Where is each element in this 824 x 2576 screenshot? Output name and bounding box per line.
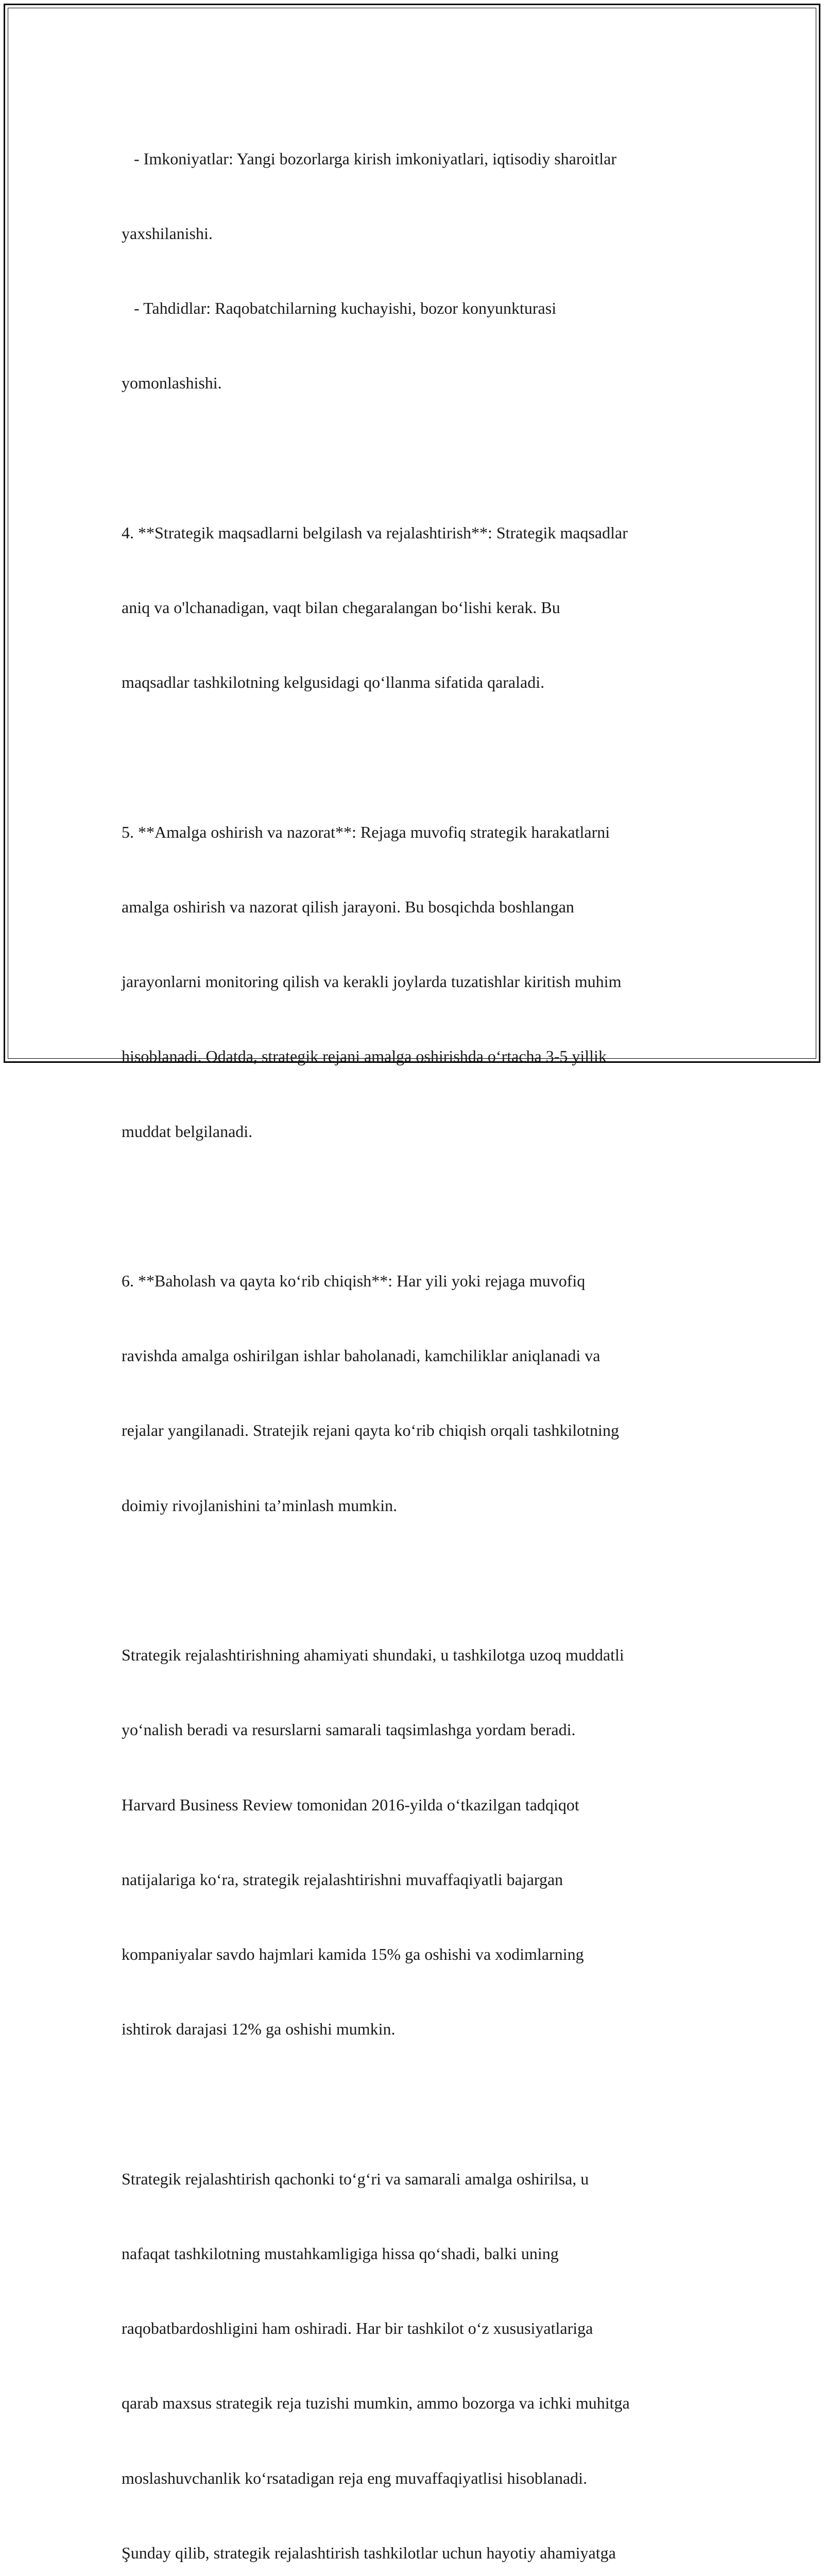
text-line: yaxshilanishi. (122, 224, 213, 243)
text-line: aniq va o'lchanadigan, vaqt bilan chegaralangan boʻlishi kerak. Bu (122, 598, 560, 617)
text-line: ravishda amalga oshirilgan ishlar baholanadi, kamchiliklar aniqlanadi va (122, 1346, 600, 1365)
text-line: nafaqat tashkilotning mustahkamligiga hissa qoʻshadi, balki uning (122, 2244, 559, 2263)
document-body (122, 96, 714, 2576)
text-line: - Tahdidlar: Raqobatchilarning kuchayishi, bozor konyunkturasi (122, 299, 557, 318)
text-line: kompaniyalar savdo hajmlari kamida 15% ga oshishi va xodimlarning (122, 1945, 584, 1963)
text-line: yoʻnalish beradi va resurslarni samarali taqsimlashga yordam beradi. (122, 1720, 576, 1739)
text-line: qarab maxsus strategik reja tuzishi mumkin, ammo bozorga va ichki muhitga (122, 2394, 630, 2413)
text-line: - Imkoniyatlar: Yangi bozorlarga kirish imkoniyatlari, iqtisodiy sharoitlar (122, 149, 617, 168)
text-line: Şunday qilib, strategik rejalashtirish tashkilotlar uchun hayotiy ahamiyatga (122, 2543, 616, 2562)
text-line: doimiy rivojlanishini taʼminlash mumkin. (122, 1496, 398, 1515)
importance-paragraph (122, 1592, 714, 2091)
text-line: hisoblanadi. Odatda, strategik rejani amalga oshirishda oʻrtacha 3-5 yillik (122, 1047, 607, 1066)
text-line: moslashuvchanlik koʻrsatadigan reja eng muvaffaqiyatlisi hisoblanadi. (122, 2468, 588, 2487)
text-line: ishtirok darajasi 12% ga oshishi mumkin. (122, 2020, 396, 2039)
text-line: Strategik rejalashtirishning ahamiyati shundaki, u tashkilotga uzoq muddatli (122, 1646, 624, 1665)
step-4-paragraph (122, 470, 714, 744)
swot-tail-paragraph (122, 96, 714, 446)
text-line: Strategik rejalashtirish qachonki toʻgʻri va samarali amalga oshirilsa, u (122, 2169, 589, 2188)
text-line: natijalariga koʻra, strategik rejalashtirishni muvaffaqiyatli bajargan (122, 1870, 563, 1889)
text-line: amalga oshirish va nazorat qilish jarayoni. Bu bosqichda boshlangan (122, 897, 574, 916)
text-line: 5. **Amalga oshirish va nazorat**: Rejaga muvofiq strategik harakatlarni (122, 822, 610, 841)
conclusion-paragraph (122, 2116, 714, 2576)
text-line: 6. **Baholash va qayta koʻrib chiqish**: Har yili yoki rejaga muvofiq (122, 1272, 586, 1291)
step-6-paragraph (122, 1218, 714, 1568)
step-5-paragraph (122, 770, 714, 1194)
text-line: yomonlashishi. (122, 374, 222, 393)
text-line: rejalar yangilanadi. Stratejik rejani qayta koʻrib chiqish orqali tashkilotning (122, 1421, 619, 1440)
text-line: jarayonlarni monitoring qilish va kerakli joylarda tuzatishlar kiritish muhim (122, 972, 622, 991)
text-line: 4. **Strategik maqsadlarni belgilash va rejalashtirish**: Strategik maqsadlar (122, 523, 628, 542)
text-line: raqobatbardoshligini ham oshiradi. Har bir tashkilot oʻz xususiyatlariga (122, 2319, 593, 2338)
text-line: Harvard Business Review tomonidan 2016-yilda oʻtkazilgan tadqiqot (122, 1795, 579, 1814)
text-line: maqsadlar tashkilotning kelgusidagi qoʻllanma sifatida qaraladi. (122, 673, 545, 692)
text-line: muddat belgilanadi. (122, 1122, 253, 1141)
